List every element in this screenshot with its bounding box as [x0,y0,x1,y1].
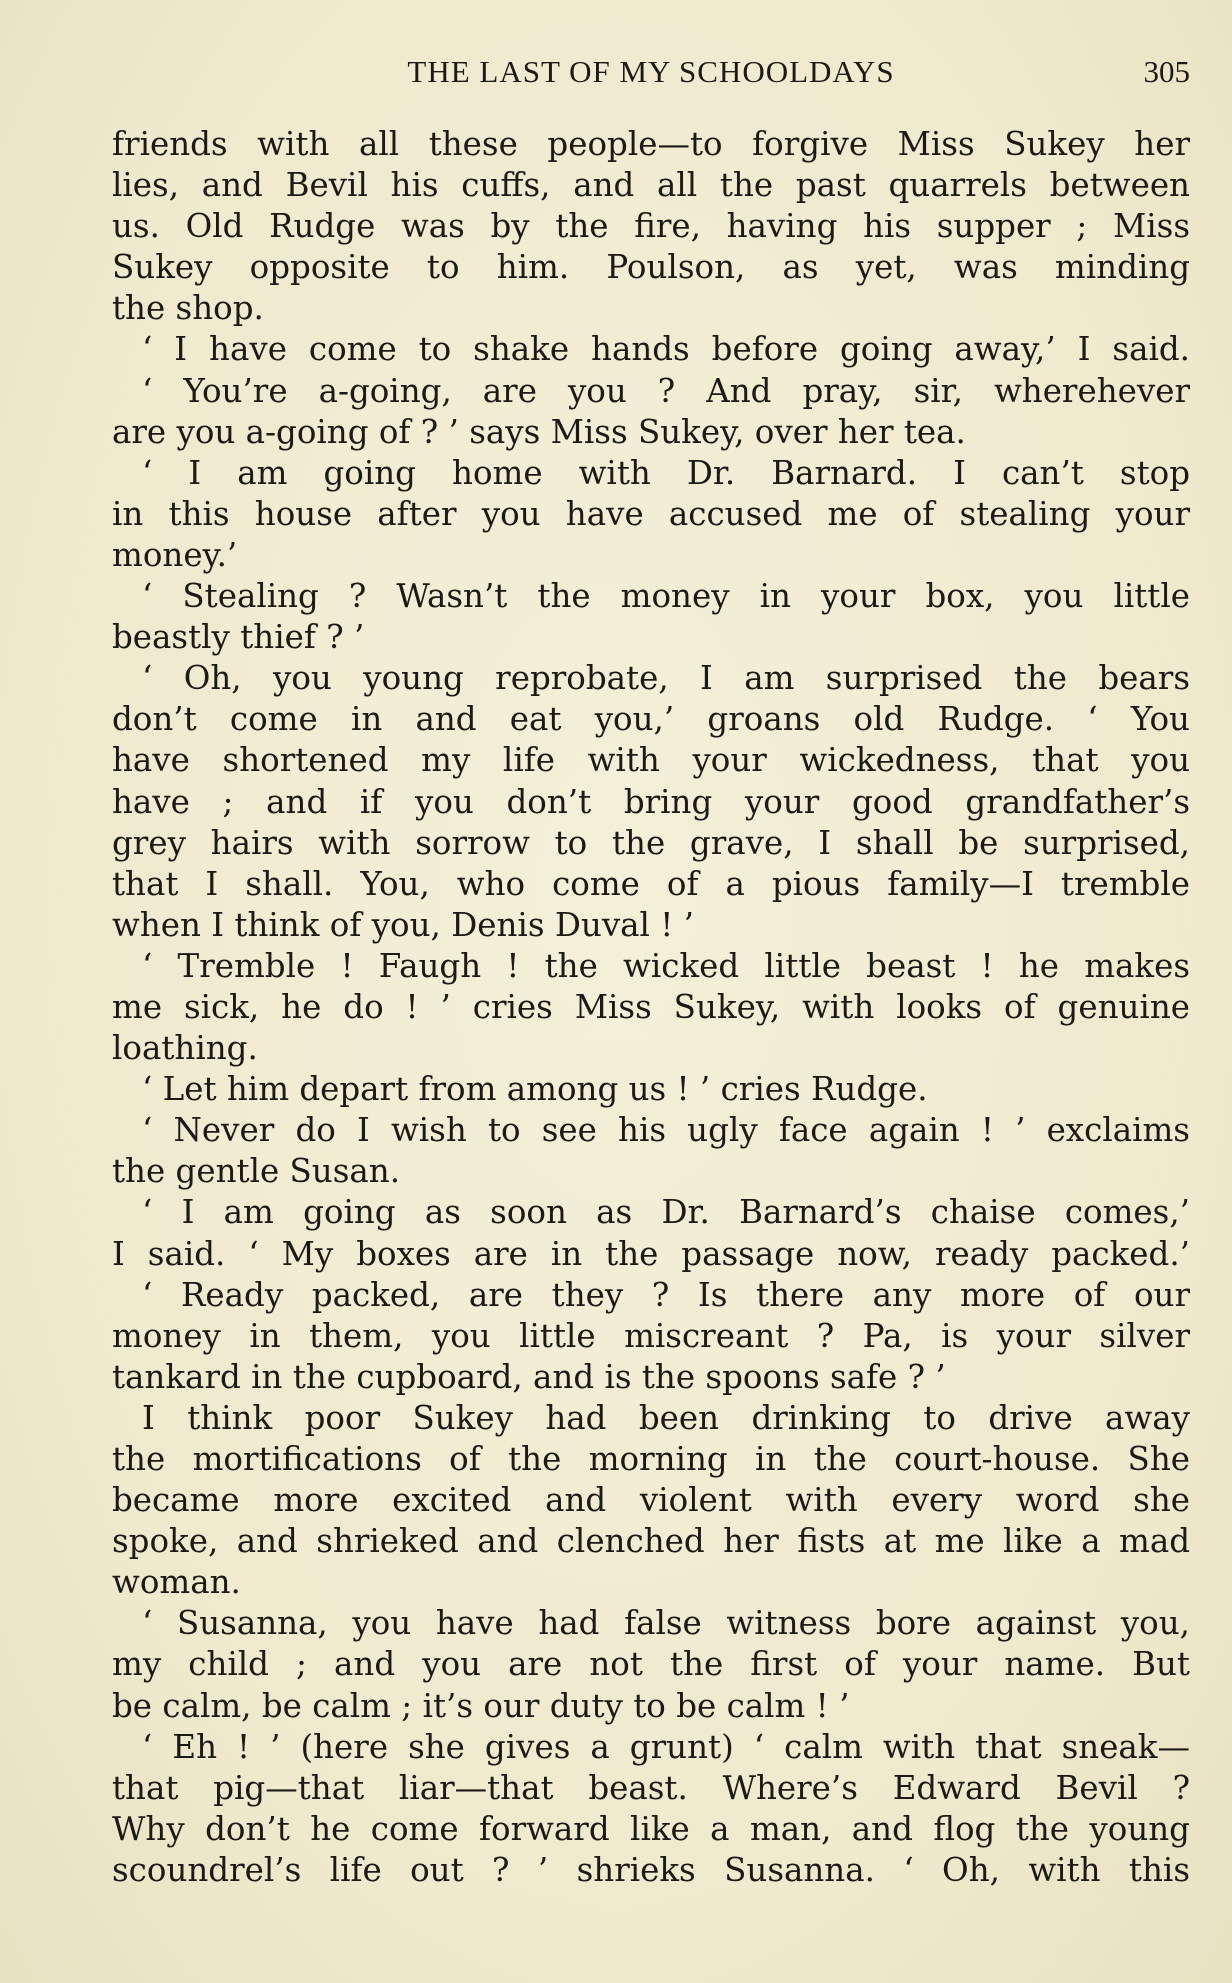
page-number: 305 [1143,54,1190,89]
text-line: money.’ [112,535,238,574]
text-line: grey hairs with sorrow to the grave, I shall be surprised, [112,823,1190,862]
text-line: the shop. [112,289,264,328]
text-line: Why don’t he come forward like a man, and flog the young [112,1809,1190,1848]
text-line: beastly thief ? ’ [112,618,365,657]
text-line: in this house after you have accused me of stealing your [112,494,1190,533]
text-line: money in them, you little miscreant ? Pa, is your silver [112,1316,1190,1355]
running-head [112,50,1190,94]
text-line: that pig—that liar—that beast. Where’s Edward Bevil ? [112,1768,1190,1807]
text-line: lies, and Bevil his cuffs, and all the past quarrels between [112,166,1190,205]
text-line: be calm, be calm ; it’s our duty to be calm ! ’ [112,1686,850,1725]
text-line: don’t come in and eat you,’ groans old Rudge. ‘ You [112,700,1190,739]
text-line: ‘ Never do I wish to see his ugly face again ! ’ exclaims [142,1111,1190,1150]
text-line: became more excited and violent with every word she [112,1481,1190,1520]
text-line: ‘ I am going as soon as Dr. Barnard’s chaise comes,’ [142,1193,1190,1232]
text-line: loathing. [112,1029,258,1068]
text-line: when I think of you, Denis Duval ! ’ [112,905,695,944]
text-line: the gentle Susan. [112,1152,401,1191]
text-line: tankard in the cupboard, and is the spoons safe ? ’ [112,1357,946,1396]
text-line: ‘ Eh ! ’ (here she gives a grunt) ‘ calm with that sneak— [142,1727,1190,1766]
text-line: ‘ I am going home with Dr. Barnard. I can’t stop [142,453,1190,492]
text-line: have shortened my life with your wickedness, that you [112,741,1190,780]
text-line: ‘ Stealing ? Wasn’t the money in your box, you little [142,577,1190,616]
text-line: I said. ‘ My boxes are in the passage now, ready packed.’ [112,1234,1190,1273]
text-line: us. Old Rudge was by the fire, having his supper ; Miss [112,207,1190,246]
text-line: that I shall. You, who come of a pious family—I tremble [112,864,1190,903]
body-text [112,124,1190,1891]
text-line: have ; and if you don’t bring your good grandfather’s [112,782,1190,821]
text-line: are you a-going of ? ’ says Miss Sukey, over her tea. [112,412,966,451]
text-line: friends with all these people—to forgive Miss Sukey her [112,125,1190,163]
text-line: ‘ Susanna, you have had false witness bore against you, [142,1604,1190,1643]
text-line: ‘ You’re a-going, are you ? And pray, sir, wherehever [142,371,1190,410]
chapter-title: THE LAST OF MY SCHOOLDAYS [407,54,895,89]
text-line: ‘ Let him depart from among us ! ’ cries Rudge. [142,1070,928,1109]
text-line: my child ; and you are not the first of your name. But [112,1645,1190,1684]
text-line: Sukey opposite to him. Poulson, as yet, was minding [112,248,1190,287]
text-line: spoke, and shrieked and clenched her fists at me like a mad [112,1522,1190,1561]
text-line: scoundrel’s life out ? ’ shrieks Susanna. ‘ Oh, with this [112,1850,1190,1889]
text-line: ‘ I have come to shake hands before going away,’ I said. [142,330,1190,369]
text-line: the mortifications of the morning in the court-house. She [112,1440,1190,1478]
text-line: I think poor Sukey had been drinking to drive away [142,1398,1190,1437]
text-line: ‘ Oh, you young reprobate, I am surprised the bears [142,659,1190,698]
text-line: ‘ Tremble ! Faugh ! the wicked little beast ! he makes [142,946,1190,985]
text-line: ‘ Ready packed, are they ? Is there any more of our [142,1275,1190,1314]
text-line: woman. [112,1563,241,1602]
text-line: me sick, he do ! ’ cries Miss Sukey, with looks of genuine [112,987,1190,1026]
